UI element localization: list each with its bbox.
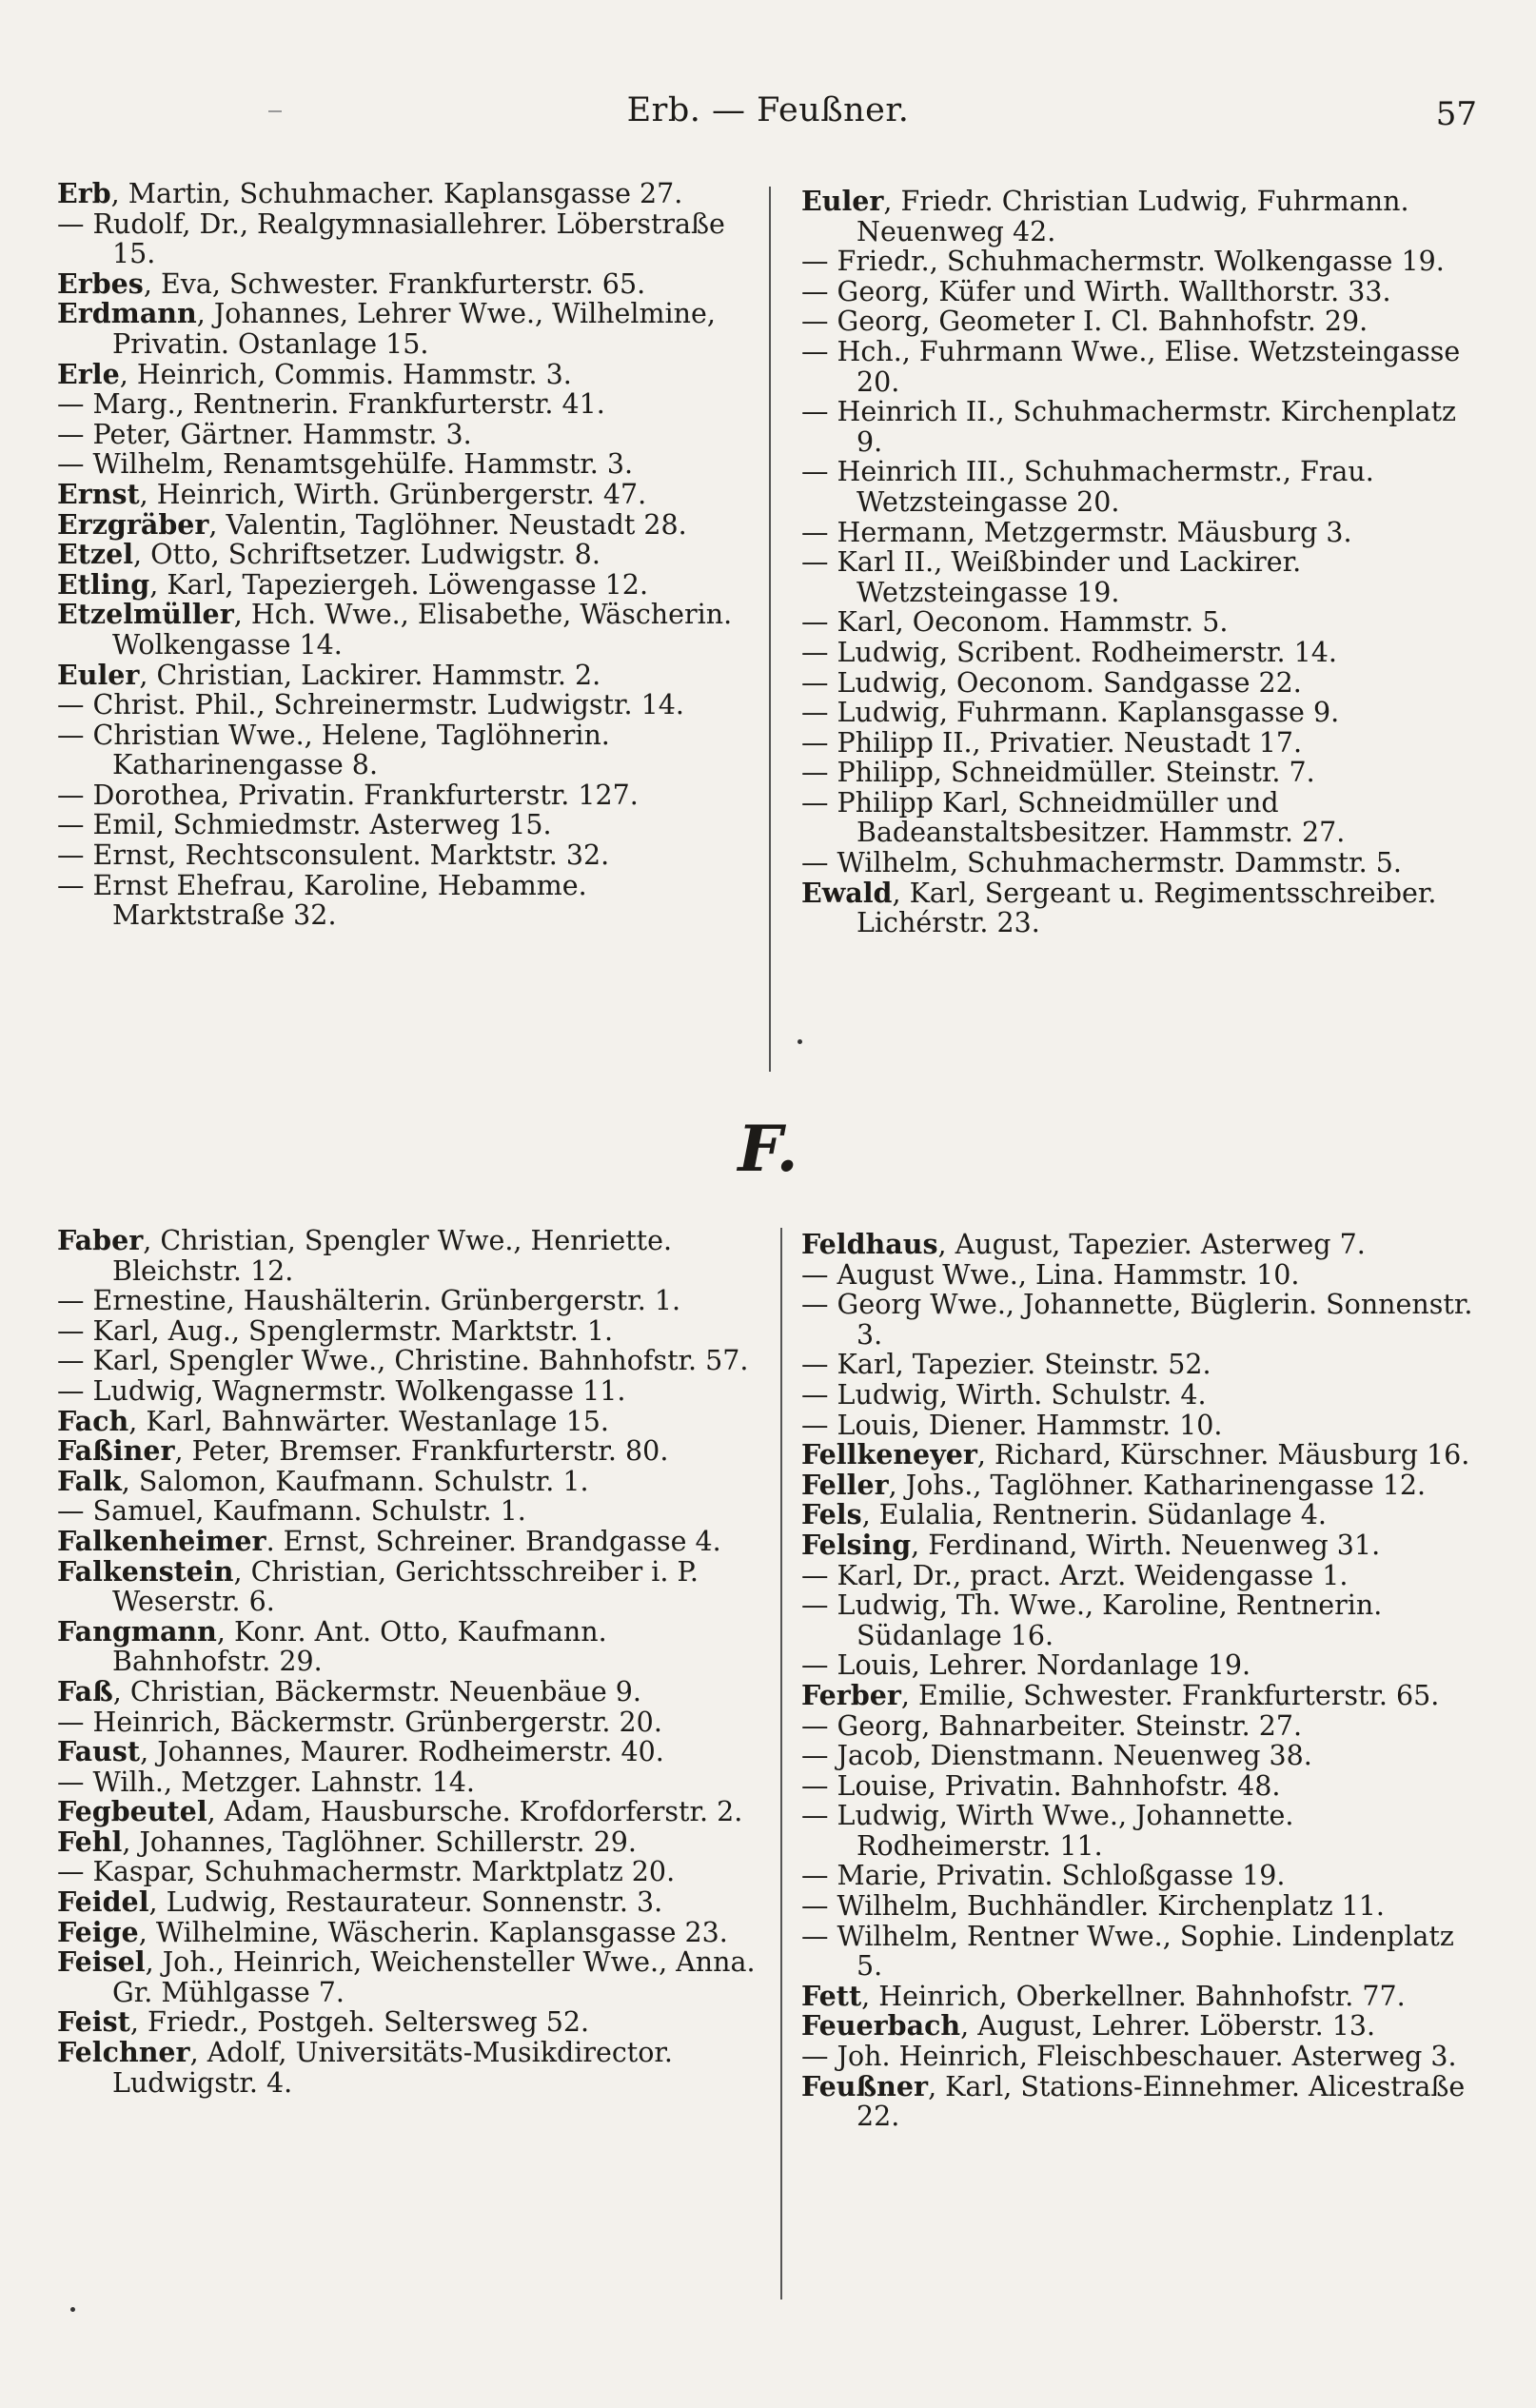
directory-entry: — Kaspar, Schuhmachermstr. Marktplatz 20. [57, 1856, 676, 1888]
page-number: 57 [1435, 95, 1477, 133]
directory-entry [57, 658, 752, 691]
directory-entry: — Emil, Schmiedmstr. Asterweg 15. [57, 809, 552, 841]
directory-entry: — Ludwig, Scribent. Rodheimerstr. 14. [801, 636, 1337, 668]
section-letter: F. [738, 1112, 798, 1186]
directory-entry: — Rudolf, Dr., Realgymnasiallehrer. Löberstraße 15. [57, 207, 725, 270]
directory-entry [57, 1915, 757, 1948]
directory-entry [57, 1524, 757, 1557]
column-bottom-left [57, 1226, 757, 2098]
surname: Ernst, Heinrich, Wirth. Grünbergerstr. 47. [57, 477, 647, 510]
directory-entry [57, 600, 752, 660]
directory-entry: — Karl, Tapezier. Steinstr. 52. [801, 1349, 1211, 1381]
surname: Feußner, Karl, Stations-Einnehmer. Alicestraße 22. [801, 2069, 1466, 2133]
directory-entry [57, 507, 752, 541]
surname: Feige, Wilhelmine, Wäscherin. Kaplansgasse 23. [57, 1915, 728, 1948]
directory-entry: — Peter, Gärtner. Hammstr. 3. [57, 418, 472, 450]
directory-entry [801, 1470, 1487, 1501]
surname: Felchner, Adolf, Universitäts-Musikdirector. Ludwigstr. 4. [57, 2036, 673, 2099]
surname: Felsing, Ferdinand, Wirth. Neuenweg 31. [801, 1528, 1381, 1561]
directory-entry: — Dorothea, Privatin. Frankfurterstr. 127. [57, 779, 639, 811]
directory-entry [57, 1614, 757, 1678]
directory-entry: — Ludwig, Oeconom. Sandgasse 22. [801, 666, 1302, 699]
surname: Erb, Martin, Schuhmacher. Kaplansgasse 27. [57, 177, 683, 209]
directory-entry [57, 1887, 757, 1918]
surname: Faß, Christian, Bäckermstr. Neuenbäue 9. [57, 1674, 641, 1707]
surname: Falk, Salomon, Kaufmann. Schulstr. 1. [57, 1464, 589, 1497]
surname: Fehl, Johannes, Taglöhner. Schillerstr. 29. [57, 1825, 637, 1858]
column-divider-top [769, 187, 771, 1072]
surname: Ewald, Karl, Sergeant u. Regimentsschreiber. Lichérstr. 23. [801, 876, 1437, 939]
surname: Erle, Heinrich, Commis. Hammstr. 3. [57, 357, 572, 390]
print-speck [70, 2307, 75, 2312]
directory-entry: — Wilh., Metzger. Lahnstr. 14. [57, 1766, 475, 1798]
print-speck [798, 1039, 802, 1044]
surname: Erbes, Eva, Schwester. Frankfurterstr. 65. [57, 266, 646, 300]
directory-entry: — Georg, Küfer und Wirth. Wallthorstr. 33. [801, 275, 1391, 307]
surname: Etzel, Otto, Schriftsetzer. Ludwigstr. 8. [57, 538, 601, 571]
directory-entry: — Heinrich II., Schuhmachermstr. Kirchenplatz 9. [801, 396, 1457, 458]
surname: Fangmann, Konr. Ant. Otto, Kaufmann. Bahnhofstr. 29. [57, 1614, 607, 1678]
directory-entry: — Ludwig, Wirth. Schulstr. 4. [801, 1378, 1207, 1411]
surname: Fach, Karl, Bahnwärter. Westanlage 15. [57, 1404, 609, 1437]
directory-entry [801, 878, 1483, 938]
column-bottom-right [801, 1230, 1487, 2132]
directory-entry [57, 1827, 757, 1858]
page-header [0, 88, 1536, 145]
directory-entry: — Joh. Heinrich, Fleischbeschauer. Asterweg 3. [801, 2041, 1457, 2073]
directory-entry [57, 567, 752, 601]
directory-entry: — Karl, Oeconom. Hammstr. 5. [801, 606, 1229, 639]
directory-entry [57, 1404, 757, 1437]
directory-entry [57, 299, 752, 359]
directory-entry: — Georg, Geometer I. Cl. Bahnhofstr. 29. [801, 306, 1369, 338]
directory-entry: — Hermann, Metzgermstr. Mäusburg 3. [801, 516, 1352, 548]
directory-entry: — Christ. Phil., Schreinermstr. Ludwigstr. 14. [57, 689, 684, 721]
surname: Etzelmüller, Hch. Wwe., Elisabethe, Wäscherin. Wolkengasse 14. [57, 598, 733, 661]
directory-entry [801, 2069, 1487, 2133]
surname: Feldhaus, August, Tapezier. Asterweg 7. [801, 1228, 1366, 1260]
surname: Feidel, Ludwig, Restaurateur. Sonnenstr. 3. [57, 1885, 663, 1919]
surname: Falkenstein, Christian, Gerichtsschreiber i. P. Weserstr. 6. [57, 1554, 699, 1618]
directory-entry: — Philipp II., Privatier. Neustadt 17. [801, 726, 1303, 759]
directory-entry: — Louis, Lehrer. Nordanlage 19. [801, 1649, 1251, 1682]
directory-entry [801, 1979, 1487, 2012]
column-top-left [57, 179, 752, 931]
surname: Feist, Friedr., Postgeh. Seltersweg 52. [57, 2005, 590, 2039]
directory-entry [57, 1947, 757, 2007]
directory-entry: — Ernst, Rechtsconsulent. Marktstr. 32. [57, 839, 610, 872]
directory-entry [57, 357, 752, 390]
directory-entry [57, 1464, 757, 1497]
surname: Faßiner, Peter, Bremser. Frankfurterstr. 80. [57, 1434, 669, 1468]
directory-entry: — Georg Wwe., Johannette, Büglerin. Sonnenstr. 3. [801, 1289, 1473, 1351]
surname: Euler, Friedr. Christian Ludwig, Fuhrmann. Neuenweg 42. [801, 185, 1409, 247]
column-divider-bottom [780, 1228, 782, 2299]
directory-entry [57, 1797, 757, 1827]
directory-entry: — Philipp Karl, Schneidmüller und Badeanstaltsbesitzer. Hammstr. 27. [801, 786, 1346, 849]
directory-entry: — Wilhelm, Renamtsgehülfe. Hammstr. 3. [57, 448, 634, 481]
directory-entry: — Wilhelm, Rentner Wwe., Sophie. Lindenplatz 5. [801, 1920, 1454, 1983]
surname: Fett, Heinrich, Oberkellner. Bahnhofstr. 77. [801, 1979, 1406, 2012]
directory-entry: — Ludwig, Wirth Wwe., Johannette. Rodheimerstr. 11. [801, 1800, 1294, 1862]
directory-entry [57, 1737, 757, 1767]
surname: Etling, Karl, Tapeziergeh. Löwengasse 12. [57, 567, 649, 601]
surname: Falkenheimer. Ernst, Schreiner. Brandgasse 4. [57, 1524, 721, 1557]
directory-entry [801, 1530, 1487, 1561]
surname: Fellkeneyer, Richard, Kürschner. Mäusburg 16. [801, 1438, 1470, 1471]
directory-entry: — Heinrich III., Schuhmachermstr., Frau. Wetzsteingasse 20. [801, 456, 1374, 518]
directory-entry [801, 2011, 1487, 2042]
directory-entry: — Louise, Privatin. Bahnhofstr. 48. [801, 1769, 1281, 1802]
directory-entry [57, 1436, 757, 1467]
surname: Fels, Eulalia, Rentnerin. Südanlage 4. [801, 1498, 1327, 1531]
column-top-right [801, 187, 1483, 938]
directory-entry: — Karl, Aug., Spenglermstr. Marktstr. 1. [57, 1314, 614, 1347]
directory-entry: — Ernst Ehefrau, Karoline, Hebamme. Marktstraße 32. [57, 869, 587, 932]
surname: Feisel, Joh., Heinrich, Weichensteller Wwe., Anna. Gr. Mühlgasse 7. [57, 1945, 756, 2008]
directory-entry: — Wilhelm, Schuhmachermstr. Dammstr. 5. [801, 847, 1402, 879]
directory-entry [57, 1554, 757, 1618]
directory-entry: — Ernestine, Haushälterin. Grünbergerstr. 1. [57, 1285, 681, 1317]
directory-entry: — Ludwig, Th. Wwe., Karoline, Rentnerin. Südanlage 16. [801, 1589, 1383, 1651]
directory-entry: — Philipp, Schneidmüller. Steinstr. 7. [801, 757, 1315, 789]
directory-entry [57, 266, 752, 300]
directory-entry [801, 1440, 1487, 1470]
directory-entry [57, 1674, 757, 1707]
directory-entry [801, 1678, 1487, 1711]
running-title: Erb. — Feußner. [626, 91, 910, 129]
surname: Feuerbach, August, Lehrer. Löberstr. 13. [801, 2009, 1376, 2043]
directory-entry: — Ludwig, Wagnermstr. Wolkengasse 11. [57, 1374, 626, 1407]
directory-entry [801, 187, 1483, 247]
directory-entry: — Marg., Rentnerin. Frankfurterstr. 41. [57, 388, 605, 421]
directory-entry: — Karl II., Weißbinder und Lackirer. Wetzsteingasse 19. [801, 546, 1302, 608]
surname: Erdmann, Johannes, Lehrer Wwe., Wilhelmine, Privatin. Ostanlage 15. [57, 297, 716, 360]
directory-entry [801, 1230, 1487, 1260]
directory-entry [57, 2038, 757, 2098]
directory-entry: — Karl, Spengler Wwe., Christine. Bahnhofstr. 57. [57, 1345, 749, 1377]
directory-entry: — August Wwe., Lina. Hammstr. 10. [801, 1258, 1300, 1291]
surname: Erzgräber, Valentin, Taglöhner. Neustadt 28. [57, 507, 687, 541]
surname: Feller, Johs., Taglöhner. Katharinengasse 12. [801, 1468, 1427, 1501]
directory-entry: — Christian Wwe., Helene, Taglöhnerin. Katharinengasse 8. [57, 719, 610, 781]
directory-entry [57, 540, 752, 570]
directory-entry [57, 179, 752, 209]
directory-entry: — Heinrich, Bäckermstr. Grünbergerstr. 20. [57, 1706, 662, 1738]
directory-entry [801, 1500, 1487, 1530]
surname: Ferber, Emilie, Schwester. Frankfurterstr. 65. [801, 1678, 1440, 1711]
surname: Euler, Christian, Lackirer. Hammstr. 2. [57, 658, 601, 691]
directory-entry: — Hch., Fuhrmann Wwe., Elise. Wetzsteingasse 20. [801, 335, 1461, 398]
directory-entry: — Louis, Diener. Hammstr. 10. [801, 1409, 1223, 1441]
directory-entry: — Wilhelm, Buchhändler. Kirchenplatz 11. [801, 1890, 1385, 1923]
surname: Faust, Johannes, Maurer. Rodheimerstr. 40. [57, 1735, 664, 1768]
directory-entry [57, 477, 752, 510]
surname: Faber, Christian, Spengler Wwe., Henriette. Bleichstr. 12. [57, 1224, 673, 1287]
directory-entry: — Marie, Privatin. Schloßgasse 19. [801, 1860, 1286, 1892]
directory-entry: — Karl, Dr., pract. Arzt. Weidengasse 1. [801, 1559, 1349, 1591]
surname: Fegbeutel, Adam, Hausbursche. Krofdorferstr. 2. [57, 1795, 743, 1828]
directory-entry: — Friedr., Schuhmachermstr. Wolkengasse 19. [801, 246, 1445, 278]
directory-entry: — Samuel, Kaufmann. Schulstr. 1. [57, 1495, 526, 1528]
directory-entry: — Jacob, Dienstmann. Neuenweg 38. [801, 1740, 1312, 1772]
directory-entry: — Georg, Bahnarbeiter. Steinstr. 27. [801, 1709, 1303, 1742]
directory-entry [57, 2007, 757, 2038]
directory-entry [57, 1226, 757, 1286]
directory-entry: — Ludwig, Fuhrmann. Kaplansgasse 9. [801, 697, 1340, 729]
